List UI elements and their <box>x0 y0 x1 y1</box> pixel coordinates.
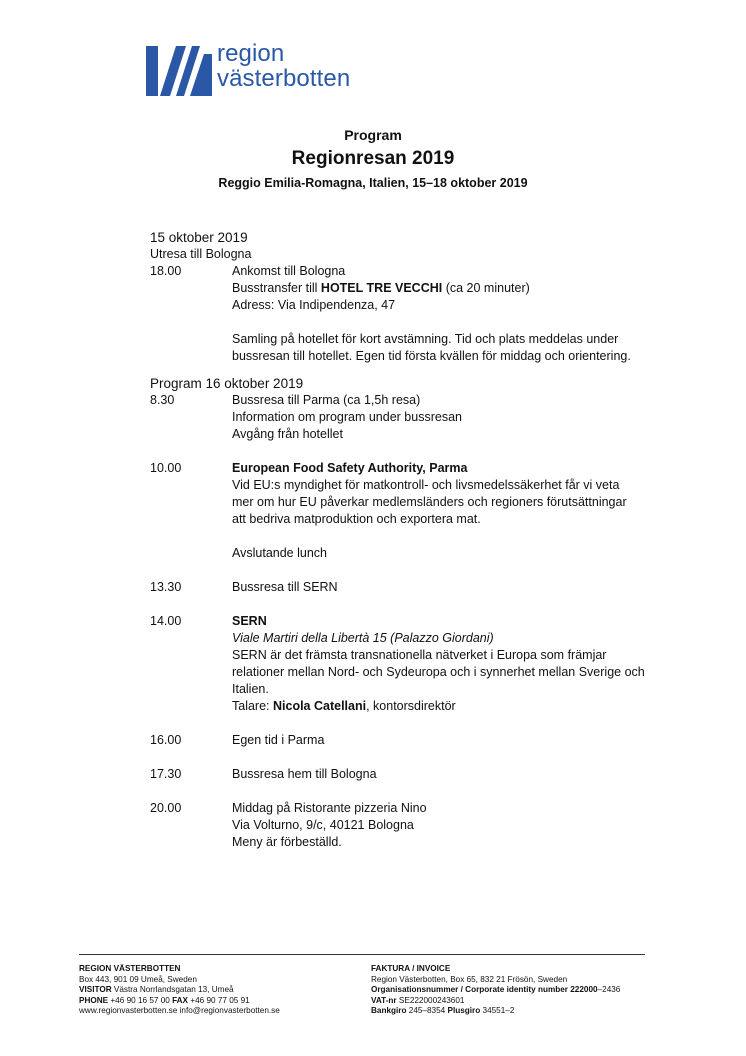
footer-label: Bankgiro <box>371 1006 407 1015</box>
footer-contact <box>79 964 280 1017</box>
entry-line: att bedriva matproduktion och exportera mat. <box>232 512 481 526</box>
entry-time: 8.30 <box>150 393 175 407</box>
entry-line: Italien. <box>232 682 269 696</box>
entry-line: SERN är det främsta transnationella nätverket i Europa som främjar <box>232 648 607 662</box>
entry-line: Bussresa till Parma (ca 1,5h resa) <box>232 393 421 407</box>
entry-description <box>232 732 650 749</box>
logo-line-2: västerbotten <box>217 65 351 92</box>
footer-bank <box>371 1006 620 1017</box>
footer-org-name: REGION VÄSTERBOTTEN <box>79 964 181 973</box>
footer-org-number <box>371 985 620 996</box>
entry-title: European Food Safety Authority, Parma <box>232 461 468 475</box>
entry-line: Meny är förbeställd. <box>232 835 342 849</box>
entry-line: Vid EU:s myndighet för matkontroll- och livsmedelssäkerhet får vi veta <box>232 478 620 492</box>
entry-line: Bussresa hem till Bologna <box>232 767 377 781</box>
footer-invoice <box>371 964 620 1017</box>
entry-text: Busstransfer till <box>232 281 321 295</box>
footer-label: VISITOR <box>79 985 112 994</box>
footer-label: Plusgiro <box>447 1006 481 1015</box>
entry-description <box>232 263 650 365</box>
entry-time: 10.00 <box>150 461 182 475</box>
speaker-name: Nicola Catellani <box>273 699 367 713</box>
schedule-entry <box>150 613 650 715</box>
schedule-entry <box>150 392 650 443</box>
footer-divider <box>79 954 645 955</box>
logo-wordmark <box>217 41 350 91</box>
schedule-entry <box>150 766 650 783</box>
day2-title: Program 16 oktober 2019 <box>150 376 304 391</box>
entry-text: , kontorsdirektör <box>366 699 456 713</box>
schedule-entry <box>150 263 650 365</box>
footer-value: Västra Norrlandsgatan 13, Umeå <box>111 985 234 994</box>
entry-time: 14.00 <box>150 614 182 628</box>
footer-value: +46 90 77 05 91 <box>188 995 250 1005</box>
entry-description <box>232 613 650 715</box>
entry-line: Avslutande lunch <box>232 546 327 560</box>
entry-time: 18.00 <box>150 264 182 278</box>
entry-title: SERN <box>232 614 267 628</box>
entry-line: relationer mellan Nord- och Sydeuropa och i synnerhet mellan Sverige och <box>232 665 645 679</box>
footer-value: 245–8354 <box>406 1006 448 1015</box>
entry-line: Ankomst till Bologna <box>232 264 346 278</box>
footer-label: Organisationsnummer / Corporate identity number 222000 <box>371 985 598 994</box>
entry-line: Samling på hotellet för kort avstämning. Tid och plats meddelas under <box>232 332 619 346</box>
footer-phone <box>79 996 280 1007</box>
program-content <box>150 229 650 851</box>
schedule-entry <box>150 579 650 596</box>
footer-value: +46 90 16 57 00 <box>108 995 173 1005</box>
entry-description <box>232 579 650 596</box>
footer-vat <box>371 996 620 1007</box>
schedule-entry <box>150 800 650 851</box>
entry-time: 16.00 <box>150 733 182 747</box>
footer-value: 34551–2 <box>480 1006 515 1015</box>
entry-time: 17.30 <box>150 767 182 781</box>
entry-line: mer om hur EU påverkar medlemsländers och regioners förutsättningar <box>232 495 627 509</box>
region-logo <box>146 40 376 98</box>
entry-description <box>232 800 650 851</box>
footer-invoice-title: FAKTURA / INVOICE <box>371 964 451 973</box>
entry-line: Bussresa till SERN <box>232 580 338 594</box>
entry-line: Via Volturno, 9/c, 40121 Bologna <box>232 818 414 832</box>
entry-time: 13.30 <box>150 580 182 594</box>
entry-line: Information om program under bussresan <box>232 410 462 424</box>
footer-label: VAT-nr <box>371 995 397 1005</box>
entry-line: Middag på Ristorante pizzeria Nino <box>232 801 427 815</box>
entry-line <box>232 280 650 297</box>
entry-line <box>232 698 650 715</box>
footer-address: Box 443, 901 09 Umeå, Sweden <box>79 974 197 984</box>
hotel-name: HOTEL TRE VECCHI <box>320 281 443 295</box>
footer-web-link[interactable]: www.regionvasterbotten.se info@regionvasterbotten.se <box>79 1006 280 1015</box>
page-title: Regionresan 2019 <box>291 148 455 169</box>
entry-description <box>232 460 650 562</box>
program-label: Program <box>344 127 402 143</box>
entry-line: Adress: Via Indipendenza, 47 <box>232 298 396 312</box>
footer-label: PHONE <box>79 995 109 1005</box>
footer-label: FAX <box>172 995 189 1005</box>
schedule-entry <box>150 460 650 562</box>
entry-address: Viale Martiri della Libertà 15 (Palazzo Giordani) <box>232 631 494 645</box>
entry-line: Avgång från hotellet <box>232 427 343 441</box>
entry-description <box>232 766 650 783</box>
day1-intro: Utresa till Bologna <box>150 247 252 261</box>
entry-text: (ca 20 minuter) <box>442 281 530 295</box>
logo-line-1: region <box>217 40 285 67</box>
footer-visitor <box>79 985 280 996</box>
footer-value: –2436 <box>597 985 621 994</box>
footer-invoice-address: Region Västerbotten, Box 65, 832 21 Frösön, Sweden <box>371 974 568 984</box>
day1-title: 15 oktober 2019 <box>150 230 248 245</box>
entry-line: bussresan till hotellet. Egen tid första kvällen för middag och orientering. <box>232 349 631 363</box>
entry-time: 20.00 <box>150 801 182 815</box>
entry-text: Talare: <box>232 699 273 713</box>
entry-line: Egen tid i Parma <box>232 733 325 747</box>
page-subtitle: Reggio Emilia-Romagna, Italien, 15–18 oktober 2019 <box>218 176 528 190</box>
schedule-entry <box>150 732 650 749</box>
footer-value: SE222000243601 <box>396 995 465 1005</box>
region-logo-mark-icon <box>146 44 212 96</box>
entry-description <box>232 392 650 443</box>
